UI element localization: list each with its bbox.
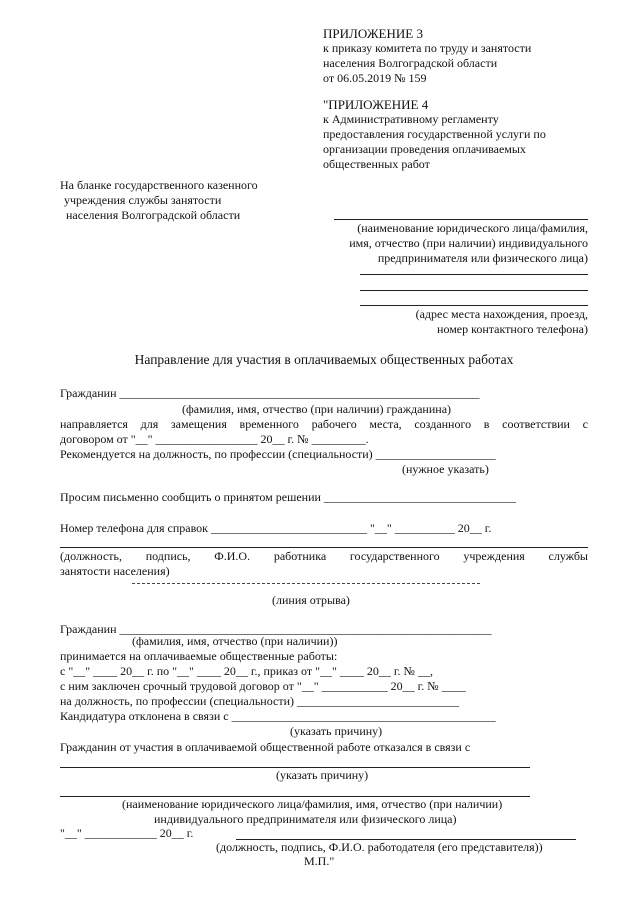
recipient-name-line[interactable] [334,219,588,220]
recipient-caption-5: номер контактного телефона) [437,322,588,336]
appendix-4-line-1: к Административному регламенту [323,112,499,126]
reason-caption-2: (указать причину) [276,768,369,782]
citizen-field-1[interactable]: Гражданин ____________________________________________________________ [60,386,480,400]
inform-field[interactable]: Просим письменно сообщить о принятом решении ________________________________ [60,490,516,504]
recipient-caption-1: (наименование юридического лица/фамилия, [357,221,588,235]
accepted-text: принимается на оплачиваемые общественные работы: [60,649,338,663]
employer-caption-1: (наименование юридического лица/фамилия, имя, отчество (при наличии) [122,797,503,811]
recipient-caption-4: (адрес места нахождения, проезд, [415,307,588,321]
appendix-4-line-2: предоставления государственной услуги по [323,127,546,141]
staff-sign-caption [60,549,588,579]
citizen-field-2[interactable]: Гражданин ______________________________________________________________ [60,622,492,636]
refused-text: Гражданин от участия в оплачиваемой общественной работе отказался в связи с [60,740,471,754]
tear-caption: (линия отрыва) [272,593,350,607]
recipient-caption-2: имя, отчество (при наличии) индивидуального [349,236,588,250]
employer-caption [60,797,588,827]
stamp-label: М.П." [304,854,335,868]
appendix-3-line-1: к приказу комитета по труду и занятости [323,41,532,55]
phone-field[interactable]: Номер телефона для справок __________________________ "__" __________ 20__ г. [60,521,492,535]
appendix-4-line-3: организации проведения оплачиваемых [323,142,526,156]
appendix-3-line-3: от 06.05.2019 № 159 [323,71,427,85]
recipient-caption-3: предпринимателя или физического лица) [377,251,588,265]
letterhead-line-2: учреждения службы занятости [64,193,222,207]
dates-field[interactable]: с "__" ____ 20__ г. по "__" ____ 20__ г., приказ от "__" ____ 20__ г. № __, [60,664,433,678]
position-field[interactable]: на должность, по профессии (специальности) ___________________________ [60,694,459,708]
sent-line: направляется для замещения временного рабочего места, созданного в соответствии с [60,417,588,431]
recipient-address-line[interactable] [360,305,588,306]
appendix-3-block [323,26,531,86]
contract-field-1[interactable]: договором от "__" _________________ 20__ г. № _________. [60,432,369,446]
appendix-3-title: ПРИЛОЖЕНИЕ 3 [323,26,423,41]
reason-caption-1: (указать причину) [290,724,383,738]
citizen-caption-2: (фамилия, имя, отчество (при наличии)) [132,634,338,648]
contract-field-2[interactable]: с ним заключен срочный трудовой договор от "__" ___________ 20__ г. № ____ [60,679,466,693]
appendix-4-title: "ПРИЛОЖЕНИЕ 4 [323,97,429,112]
tear-line [132,583,480,584]
rejected-field[interactable]: Кандидатура отклонена в связи с ____________________________________________ [60,709,496,723]
staff-sign-caption-2: занятости населения) [60,564,170,578]
letterhead-line-1: На бланке государственного казенного [60,178,258,192]
letterhead-line-3: населения Волгоградской области [66,208,241,222]
recipient-line-2[interactable] [360,274,588,275]
appendix-4-block [323,97,546,172]
appendix-3-line-2: населения Волгоградской области [323,56,498,70]
sent-text [60,417,588,432]
recipient-address-caption [360,307,588,337]
staff-sign-caption-1: (должность, подпись, Ф.И.О. работника государственного учреждения службы [60,549,588,563]
staff-sign-line[interactable] [60,547,588,548]
recipient-caption [334,221,588,266]
citizen-caption-1: (фамилия, имя, отчество (при наличии) гражданина) [182,402,452,416]
employer-caption-2: индивидуального предпринимателя или физического лица) [154,812,457,826]
appendix-4-line-4: общественных работ [323,157,430,171]
recommend-field[interactable]: Рекомендуется на должность, по профессии (специальности) ____________________ [60,447,496,461]
document-title: Направление для участия в оплачиваемых общественных работах [134,352,514,367]
employer-sign-caption: (должность, подпись, Ф.И.О. работодателя (его представителя)) [216,840,543,854]
recommend-caption: (нужное указать) [402,462,489,476]
letterhead-note [60,178,258,223]
recipient-line-3[interactable] [360,290,588,291]
employer-date-field[interactable]: "__" ____________ 20__ г. [60,826,194,840]
